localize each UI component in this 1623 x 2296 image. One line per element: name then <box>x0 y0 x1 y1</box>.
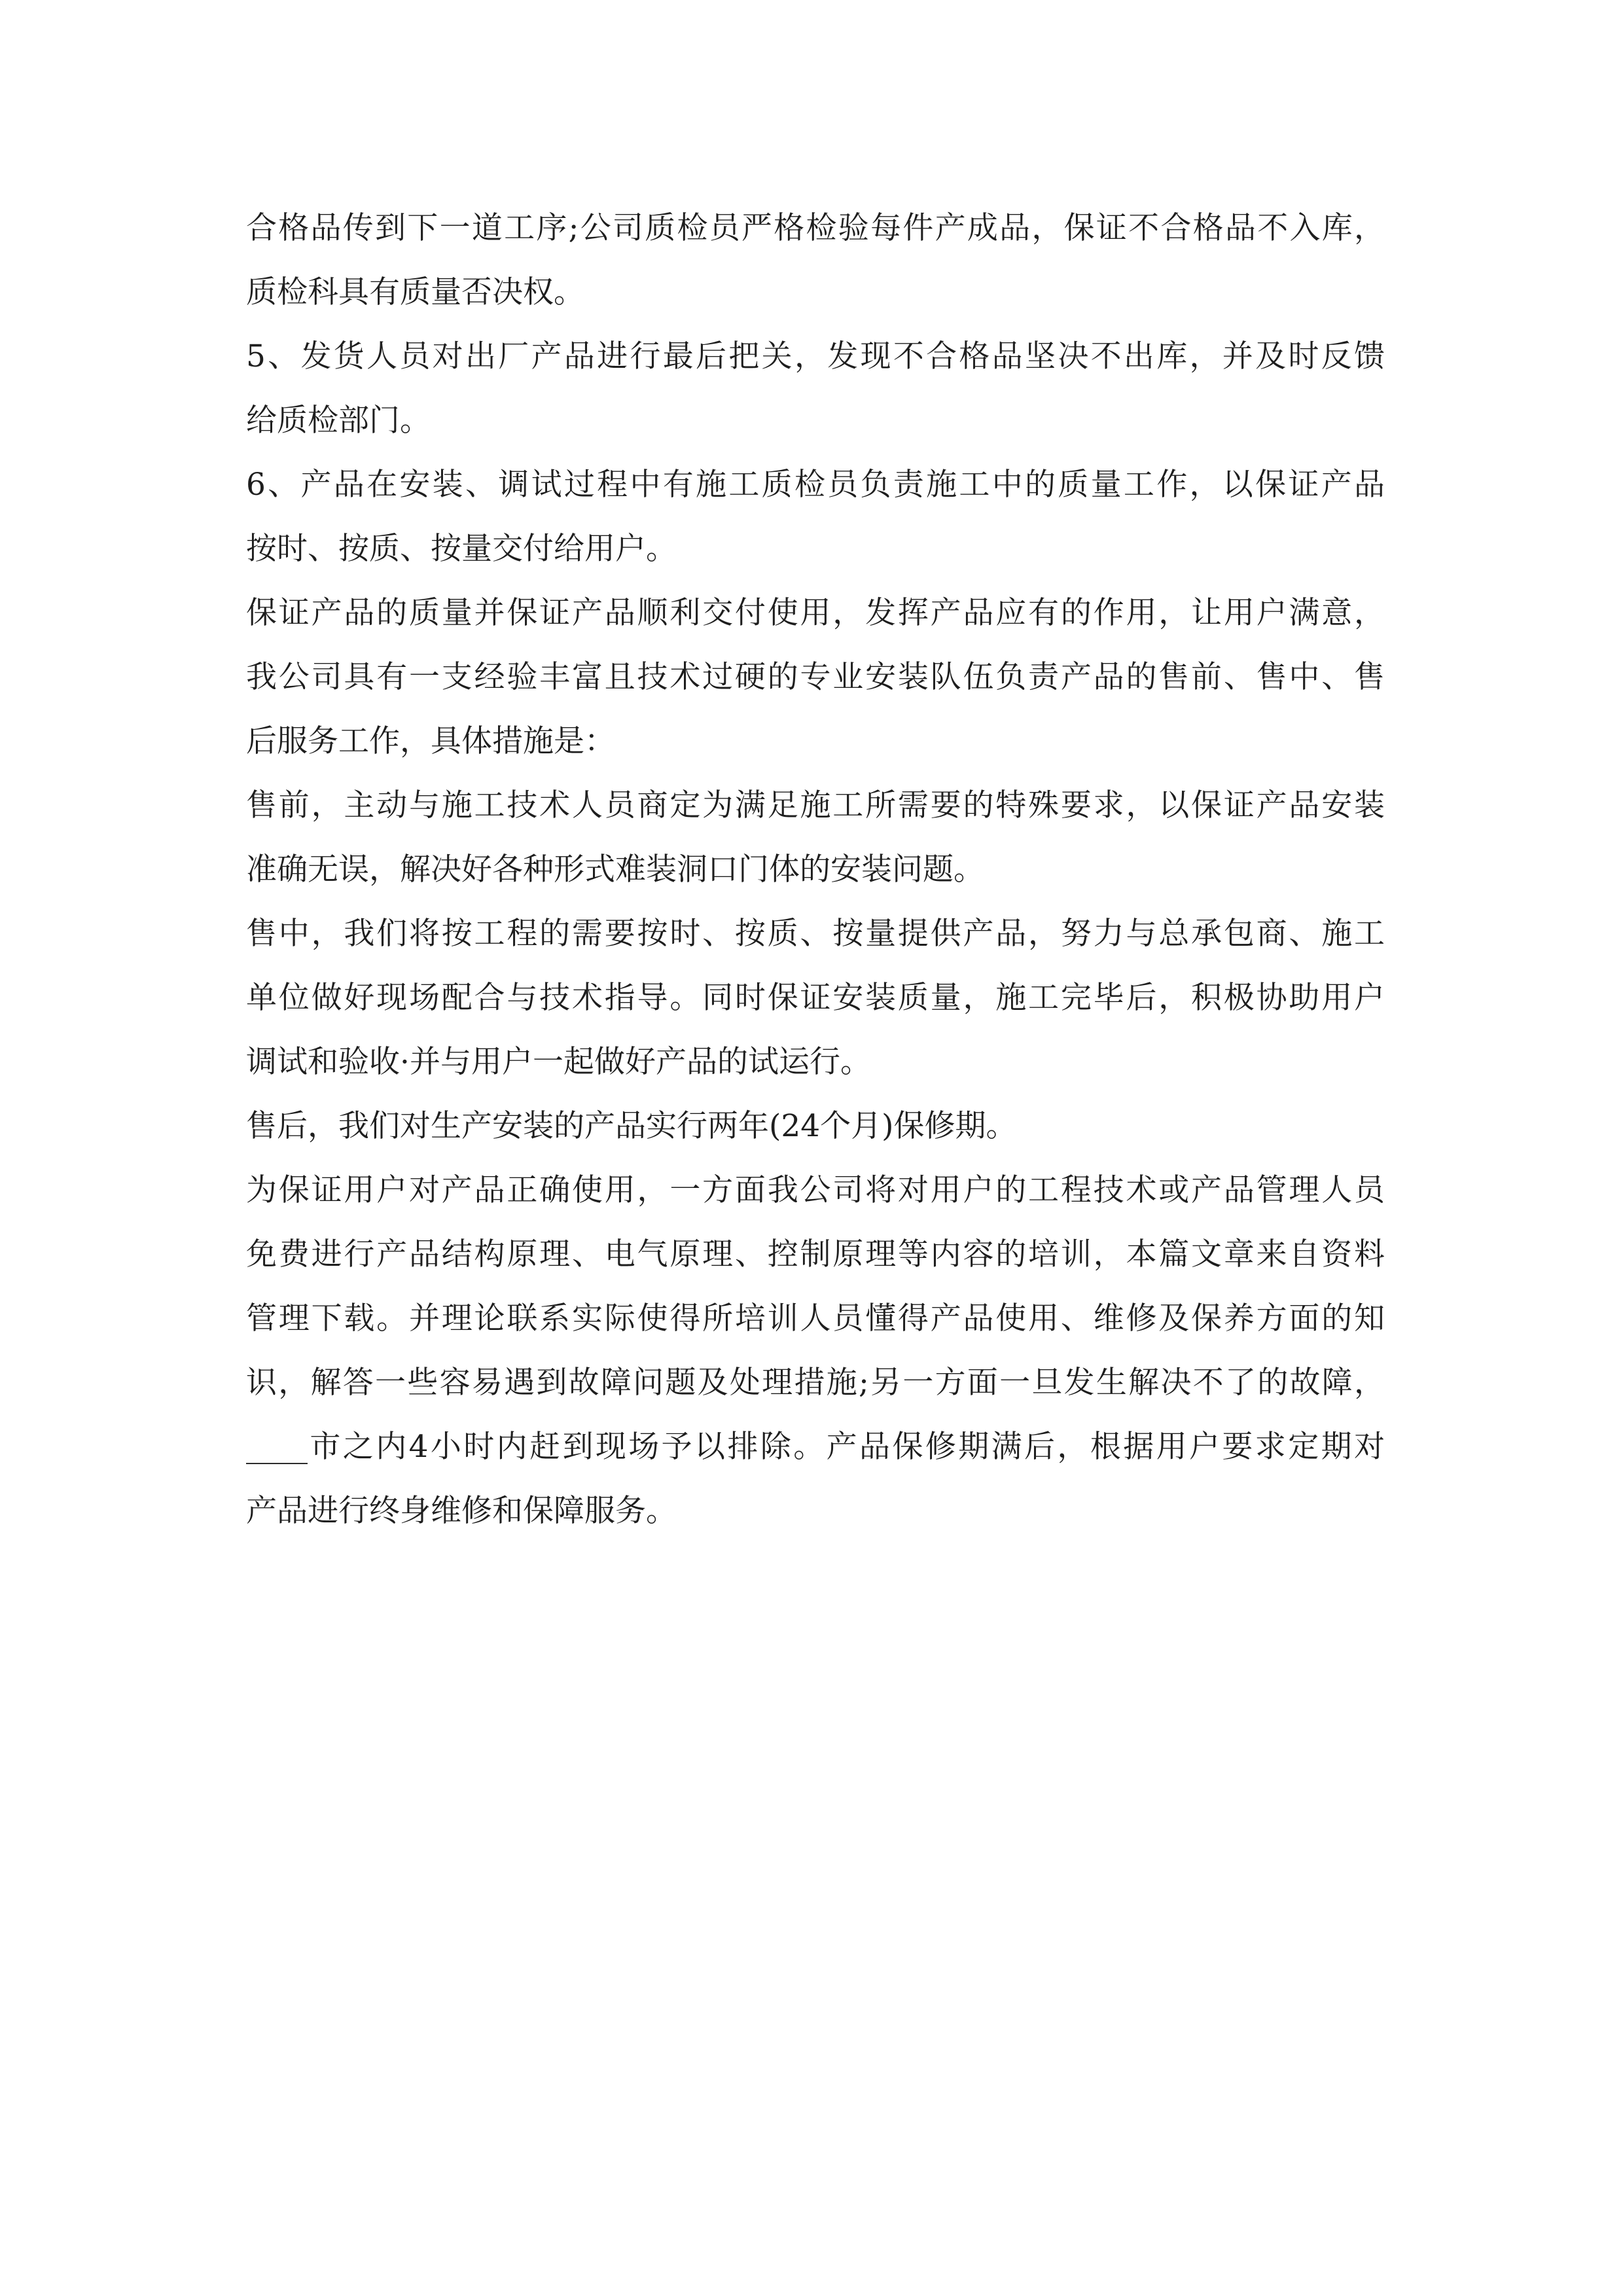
text-line: 产品进行终身维修和保障服务。 <box>246 1493 677 1529</box>
text-line: 调试和验收·并与用户一起做好产品的试运行。 <box>246 1044 871 1080</box>
text-line: 5、发货人员对出厂产品进行最后把关，发现不合格品坚决不出库，并及时反馈 <box>246 338 1385 374</box>
text-line: 给质检部门。 <box>246 403 431 439</box>
text-line: 我公司具有一支经验丰富且技术过硬的专业安装队伍负责产品的售前、售中、售 <box>246 659 1385 695</box>
text-line: ____市之内4小时内赶到现场予以排除。产品保修期满后，根据用户要求定期对 <box>246 1429 1385 1465</box>
text-line: 售中，我们将按工程的需要按时、按质、按量提供产品，努力与总承包商、施工 <box>246 916 1385 952</box>
text-line: 免费进行产品结构原理、电气原理、控制原理等内容的培训，本篇文章来自资料 <box>246 1236 1385 1272</box>
text-line: 管理下载。并理论联系实际使得所培训人员懂得产品使用、维修及保养方面的知 <box>246 1300 1385 1336</box>
text-line: 售后，我们对生产安装的产品实行两年(24个月)保修期。 <box>246 1108 1017 1144</box>
text-line: 按时、按质、按量交付给用户。 <box>246 531 677 567</box>
text-line: 后服务工作，具体措施是： <box>246 723 615 759</box>
text-line: 售前，主动与施工技术人员商定为满足施工所需要的特殊要求，以保证产品安装 <box>246 787 1385 823</box>
text-line: 准确无误，解决好各种形式难装洞口门体的安装问题。 <box>246 852 984 888</box>
text-line: 保证产品的质量并保证产品顺利交付使用，发挥产品应有的作用，让用户满意， <box>246 595 1385 631</box>
text-line: 识，解答一些容易遇到故障问题及处理措施;另一方面一旦发生解决不了的故障， <box>246 1365 1385 1401</box>
document-body <box>246 196 1385 1543</box>
text-line: 质检科具有质量否决权。 <box>246 274 584 310</box>
text-line: 单位做好现场配合与技术指导。同时保证安装质量，施工完毕后，积极协助用户 <box>246 980 1385 1016</box>
text-line: 6、产品在安装、调试过程中有施工质检员负责施工中的质量工作，以保证产品 <box>246 467 1385 503</box>
text-line: 为保证用户对产品正确使用，一方面我公司将对用户的工程技术或产品管理人员 <box>246 1172 1385 1208</box>
text-line: 合格品传到下一道工序;公司质检员严格检验每件产成品，保证不合格品不入库， <box>246 210 1385 246</box>
